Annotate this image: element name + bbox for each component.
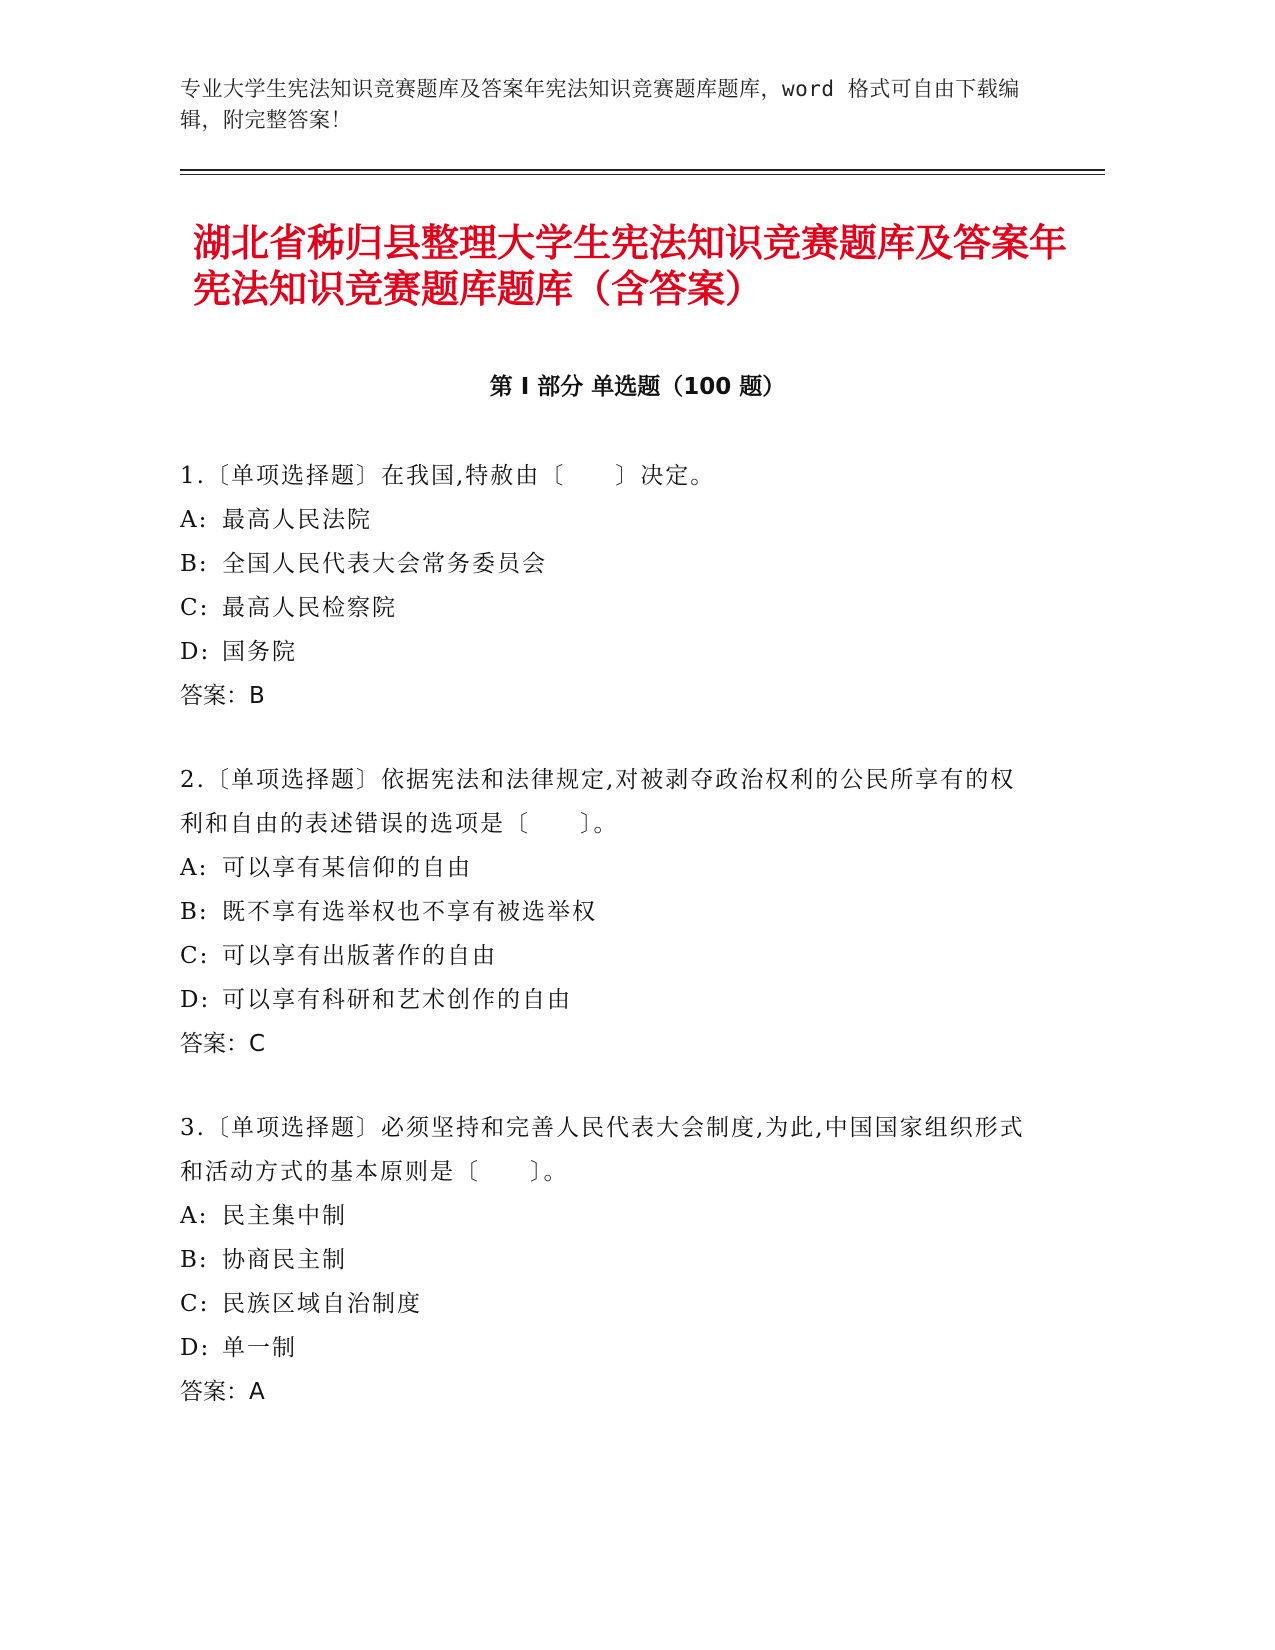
option-letter: B: — [180, 1247, 209, 1273]
option-letter: D: — [180, 639, 211, 665]
option-b — [180, 1238, 1040, 1282]
option-letter: C: — [180, 595, 210, 621]
option-d — [180, 978, 1040, 1022]
option-letter: C: — [180, 943, 210, 969]
question-stem: 3.〔单项选择题〕必须坚持和完善人民代表大会制度,为此,中国国家组织形式和活动方式的基本原则是〔 〕。 — [180, 1115, 1025, 1185]
option-text: 国务院 — [222, 639, 297, 665]
header-rule-thin — [180, 174, 1105, 175]
document-title: 湖北省秭归县整理大学生宪法知识竞赛题库及答案年宪法知识竞赛题库题库（含答案） — [193, 221, 1068, 311]
answer-line: 答案：A — [180, 1379, 265, 1405]
header-note: 专业大学生宪法知识竞赛题库及答案年宪法知识竞赛题库题库，word 格式可自由下载编辑，附完整答案！ — [180, 77, 1020, 132]
option-d — [180, 1326, 1040, 1370]
option-d — [180, 630, 1040, 674]
section-title: 第 I 部分 单选题（100 题） — [489, 374, 786, 400]
answer-line: 答案：B — [180, 683, 265, 709]
answer-line: 答案：C — [180, 1031, 266, 1057]
question-2 — [180, 758, 1040, 1066]
option-b — [180, 890, 1040, 934]
option-text: 民主集中制 — [222, 1203, 347, 1229]
option-text: 可以享有出版著作的自由 — [222, 943, 497, 969]
option-c — [180, 934, 1040, 978]
option-b — [180, 542, 1040, 586]
option-text: 最高人民法院 — [222, 507, 372, 533]
option-letter: B: — [180, 899, 209, 925]
option-text: 最高人民检察院 — [222, 595, 397, 621]
option-text: 可以享有某信仰的自由 — [222, 855, 472, 881]
option-a — [180, 846, 1040, 890]
option-letter: D: — [180, 987, 211, 1013]
option-a — [180, 498, 1040, 542]
question-1 — [180, 454, 1040, 718]
option-text: 单一制 — [222, 1335, 297, 1361]
option-text: 全国人民代表大会常务委员会 — [222, 551, 547, 577]
option-letter: A: — [180, 507, 209, 533]
option-text: 既不享有选举权也不享有被选举权 — [222, 899, 597, 925]
option-letter: B: — [180, 551, 209, 577]
option-c — [180, 1282, 1040, 1326]
option-a — [180, 1194, 1040, 1238]
header-rule-thick — [180, 169, 1105, 171]
question-stem: 1.〔单项选择题〕在我国,特赦由〔 〕决定。 — [180, 463, 716, 489]
question-stem: 2.〔单项选择题〕依据宪法和法律规定,对被剥夺政治权利的公民所享有的权利和自由的表述错误的选项是〔 〕。 — [180, 767, 1016, 837]
option-letter: D: — [180, 1335, 211, 1361]
option-letter: C: — [180, 1291, 210, 1317]
question-3 — [180, 1106, 1040, 1414]
option-letter: A: — [180, 1203, 209, 1229]
option-text: 可以享有科研和艺术创作的自由 — [222, 987, 572, 1013]
option-letter: A: — [180, 855, 209, 881]
option-text: 民族区域自治制度 — [222, 1291, 422, 1317]
option-c — [180, 586, 1040, 630]
option-text: 协商民主制 — [222, 1247, 347, 1273]
